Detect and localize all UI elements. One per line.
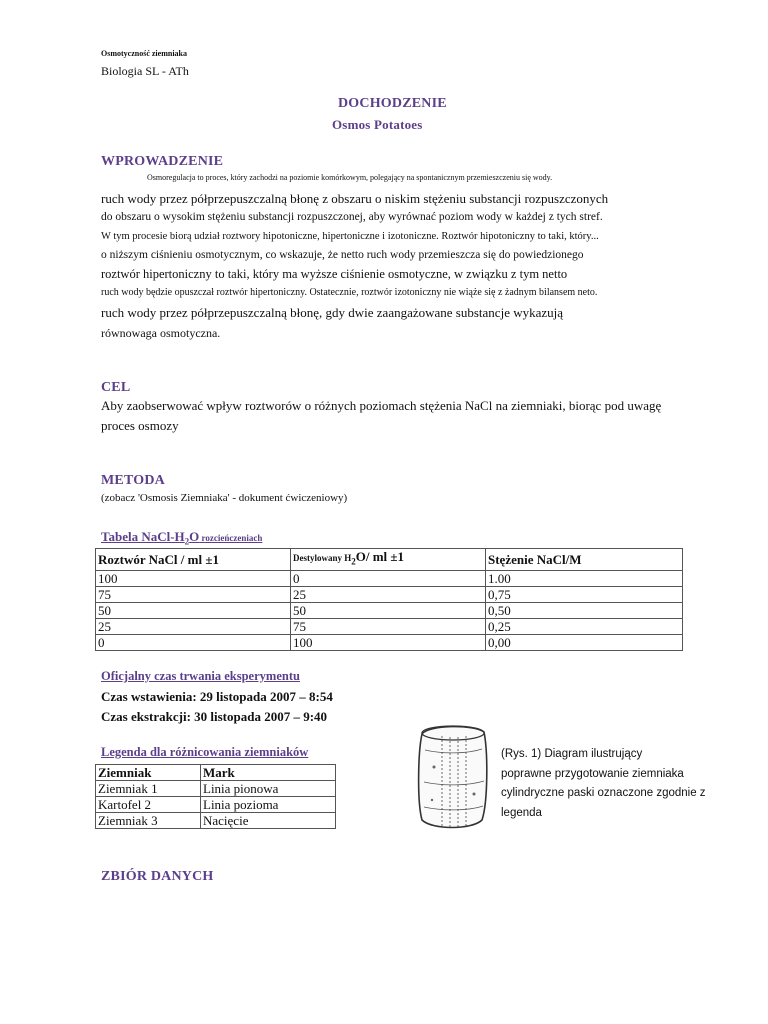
table-row — [96, 618, 683, 634]
table-header: Roztwór NaCl / ml ±1 — [96, 549, 291, 571]
table-row — [96, 813, 336, 829]
caption-main: Tabela NaCl-H — [101, 529, 185, 544]
intro-line: W tym procesie biorą udział roztwory hipotoniczne, hipertoniczne i izotoniczne. Roztwór hipotoniczny to taki, który... — [101, 231, 599, 242]
header2-sub: 2 — [351, 556, 356, 567]
table-cell: 0 — [291, 570, 486, 586]
intro-line: o niższym ciśnieniu osmotycznym, co wskazuje, że netto ruch wody przemieszcza się do powiedzionego — [101, 249, 584, 261]
table-cell: 75 — [96, 586, 291, 602]
intro-line: roztwór hipertoniczny to taki, który ma wyższe ciśnienie osmotyczne, w związku z tym netto — [101, 267, 568, 281]
table-cell: Nacięcie — [201, 813, 336, 829]
intro-line: równowaga osmotyczna. — [101, 326, 221, 340]
table-cell: 50 — [96, 602, 291, 618]
aim-text: Aby zaobserwować wpływ roztworów o różnych poziomach stężenia NaCl na ziemniaki, biorąc pod uwagę — [101, 398, 662, 413]
doc-subtitle: Osmos Potatoes — [332, 117, 423, 132]
caption-sub: 2 — [184, 536, 190, 547]
header2-small: Destylowany H — [293, 553, 352, 563]
aim-text: proces osmozy — [101, 418, 179, 433]
table-row — [96, 602, 683, 618]
table-cell: Linia pionowa — [201, 781, 336, 797]
caption-small: rozcieńczeniach — [199, 533, 263, 543]
table-cell: 0,25 — [486, 618, 683, 634]
dilution-table — [95, 548, 683, 651]
table-cell: 0,50 — [486, 602, 683, 618]
method-note: (zobacz 'Osmosis Ziemniaka' - dokument ćwiczeniowy) — [101, 492, 348, 504]
table-row — [96, 781, 336, 797]
legend-heading: Legenda dla różnicowania ziemniaków — [101, 745, 309, 759]
table-row — [96, 797, 336, 813]
figure-caption-line: (Rys. 1) Diagram ilustrujący — [501, 748, 643, 760]
table-cell: Ziemniak 3 — [96, 813, 201, 829]
table-row — [96, 586, 683, 602]
dilution-table-caption — [101, 529, 262, 547]
table-row — [96, 570, 683, 586]
table-header: Mark — [201, 765, 336, 781]
table-cell: Kartofel 2 — [96, 797, 201, 813]
aim-heading: CEL — [101, 380, 131, 395]
table-header: Stężenie NaCl/M — [486, 549, 683, 571]
intro-line: ruch wody będzie opuszczał roztwór hipertoniczny. Ostatecznie, roztwór izotoniczny nie wiąże się z żadnym bilansem neto. — [101, 287, 598, 298]
table-header-row — [96, 765, 336, 781]
intro-line: Osmoregulacja to proces, który zachodzi na poziomie komórkowym, polegający na spontanicznym przemieszczeniu się wody. — [147, 173, 553, 182]
figure-caption-line: poprawne przygotowanie ziemniaka — [501, 767, 684, 780]
insertion-time: Czas wstawienia: 29 listopada 2007 – 8:54 — [101, 689, 333, 704]
intro-line: do obszaru o wysokim stężeniu substancji rozpuszczonej, aby wyrównać poziom wody w każdej z tych stref. — [101, 211, 603, 223]
table-header: Ziemniak — [96, 765, 201, 781]
caption-o: O — [189, 529, 200, 544]
extraction-time: Czas ekstrakcji: 30 listopada 2007 – 9:40 — [101, 709, 328, 724]
data-collection-heading: ZBIÓR DANYCH — [101, 869, 214, 884]
table-cell: Ziemniak 1 — [96, 781, 201, 797]
table-cell: 0 — [96, 634, 291, 650]
intro-line: ruch wody przez półprzepuszczalną błonę, gdy dwie zaangażowane substancje wykazują — [101, 305, 564, 320]
potato-cylinder-illustration — [412, 722, 494, 832]
table-cell: 1.00 — [486, 570, 683, 586]
table-row — [96, 634, 683, 650]
doc-course: Biologia SL - ATh — [101, 64, 189, 78]
table-header-row — [96, 549, 683, 571]
doc-title: DOCHODZENIE — [338, 96, 447, 111]
header2-rest: O/ ml ±1 — [355, 549, 405, 564]
table-cell: 25 — [96, 618, 291, 634]
legend-table — [95, 764, 336, 829]
method-heading: METODA — [101, 473, 165, 488]
figure-caption — [501, 745, 706, 823]
intro-heading: WPROWADZENIE — [101, 154, 224, 169]
table-cell: 0,75 — [486, 586, 683, 602]
figure-caption-line: legenda — [501, 806, 542, 819]
table-cell: 100 — [96, 570, 291, 586]
intro-line: ruch wody przez półprzepuszczalną błonę z obszaru o niskim stężeniu substancji rozpuszczonych — [101, 191, 609, 206]
doc-small-title: Osmotyczność ziemniaka — [101, 49, 187, 58]
table-cell: 100 — [291, 634, 486, 650]
table-cell: 75 — [291, 618, 486, 634]
table-cell: 50 — [291, 602, 486, 618]
table-cell: 25 — [291, 586, 486, 602]
table-cell: 0,00 — [486, 634, 683, 650]
table-cell: Linia pozioma — [201, 797, 336, 813]
figure-caption-line: cylindryczne paski oznaczone zgodnie z — [501, 787, 706, 799]
timing-heading: Oficjalny czas trwania eksperymentu — [101, 669, 300, 683]
table-header — [291, 549, 486, 571]
